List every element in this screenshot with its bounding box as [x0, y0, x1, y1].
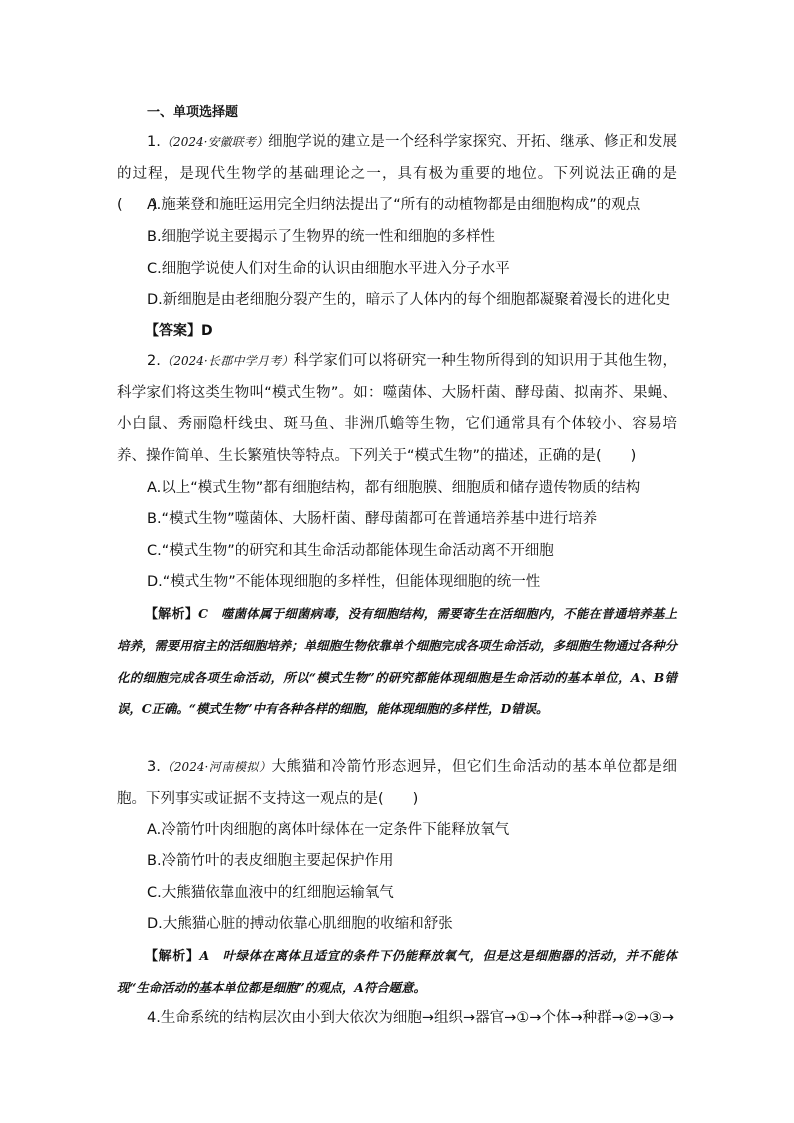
- question-text: 大熊猫和冷箭竹形态迥异，但它们生命活动的基本单位都是细胞。下列事实或证据不支持这一观点的是( ): [117, 759, 678, 807]
- analysis-label: 【解析】: [145, 607, 199, 622]
- question-2-analysis: [117, 598, 677, 725]
- question-2-option-c: C.“模式生物”的研究和其生命活动都能体现生命活动离不开细胞: [147, 543, 554, 559]
- question-1-answer: [145, 321, 665, 341]
- question-1-option-d: D.新细胞是由老细胞分裂产生的，暗示了人体内的每个细胞都凝聚着漫长的进化史: [147, 292, 671, 308]
- question-number: 1.: [147, 134, 161, 150]
- question-3-option-d: D.大熊猫心脏的搏动依靠心肌细胞的收缩和舒张: [147, 916, 453, 932]
- answer-value: D: [201, 323, 213, 339]
- question-source: （2024·安徽联考）: [160, 135, 269, 149]
- question-3-option-c: C.大熊猫依靠血液中的红细胞运输氧气: [147, 885, 394, 901]
- analysis-text: C 噬菌体属于细菌病毒，没有细胞结构，需要寄生在活细胞内，不能在普通培养基上培养，需要用宿主的活细胞培养；单细胞生物依靠单个细胞完成各项生命活动，多细胞生物通过各种分化的细胞完成各项生命活动，所以“模式生物”的研究都能体现细胞是生命活动的基本单位，A、B错误，C正确。“模式生物”中有各种各样的细胞，能体现细胞的多样性，D错误。: [117, 606, 677, 717]
- question-number: 4.: [147, 1010, 161, 1026]
- analysis-text: A 叶绿体在离体且适宜的条件下仍能释放氧气，但是这是细胞器的活动，并不能体现“生命活动的基本单位都是细胞”的观点，A符合题意。: [117, 948, 677, 996]
- question-3-analysis: [117, 940, 677, 1004]
- question-1-option-c: C.细胞学说使人们对生命的认识由细胞水平进入分子水平: [147, 261, 510, 277]
- question-3-stem: [117, 752, 677, 815]
- question-number: 2.: [147, 353, 161, 369]
- answer-label: 【答案】: [145, 323, 201, 339]
- question-3-option-b: B.冷箭竹叶的表皮细胞主要起保护作用: [147, 853, 394, 869]
- question-number: 3.: [147, 759, 161, 775]
- question-3-option-a: A.冷箭竹叶肉细胞的离体叶绿体在一定条件下能释放氧气: [147, 822, 510, 838]
- question-2-stem: [117, 346, 677, 472]
- section-title: 一、单项选择题: [147, 105, 239, 120]
- question-text: 细胞学说的建立是一个经科学家探究、开拓、继承、修正和发展的过程，是现代生物学的基础理论之一，具有极为重要的地位。下列说法正确的是( ): [117, 134, 678, 214]
- question-2-option-b: B.“模式生物”噬菌体、大肠杆菌、酵母菌都可在普通培养基中进行培养: [147, 511, 598, 527]
- question-1-option-a: A.施莱登和施旺运用完全归纳法提出了“所有的动植物都是由细胞构成”的观点: [147, 197, 641, 213]
- question-1-option-b: B.细胞学说主要揭示了生物界的统一性和细胞的多样性: [147, 229, 496, 245]
- question-text: 生命系统的结构层次由小到大依次为细胞→组织→器官→①→个体→种群→②→③→: [160, 1010, 675, 1026]
- question-text: 科学家们可以将研究一种生物所得到的知识用于其他生物，科学家们将这类生物叫“模式生物”。如：噬菌体、大肠杆菌、酵母菌、拟南芥、果蝇、小白鼠、秀丽隐杆线虫、斑马鱼、非洲爪蟾等生物，它们通常具有个体较小、容易培养、操作简单、生长繁殖快等特点。下列关于“模式生物”的描述，正确的是( ): [117, 353, 677, 464]
- question-2-option-a: A.以上“模式生物”都有细胞结构，都有细胞膜、细胞质和储存遗传物质的结构: [147, 480, 641, 496]
- question-source: （2024·长郡中学月考）: [160, 354, 294, 368]
- question-2-option-d: D.“模式生物”不能体现细胞的多样性，但能体现细胞的统一性: [147, 574, 541, 590]
- analysis-label: 【解析】: [145, 949, 200, 964]
- question-4-stem: [117, 1003, 677, 1035]
- question-source: （2024·河南模拟）: [160, 760, 272, 774]
